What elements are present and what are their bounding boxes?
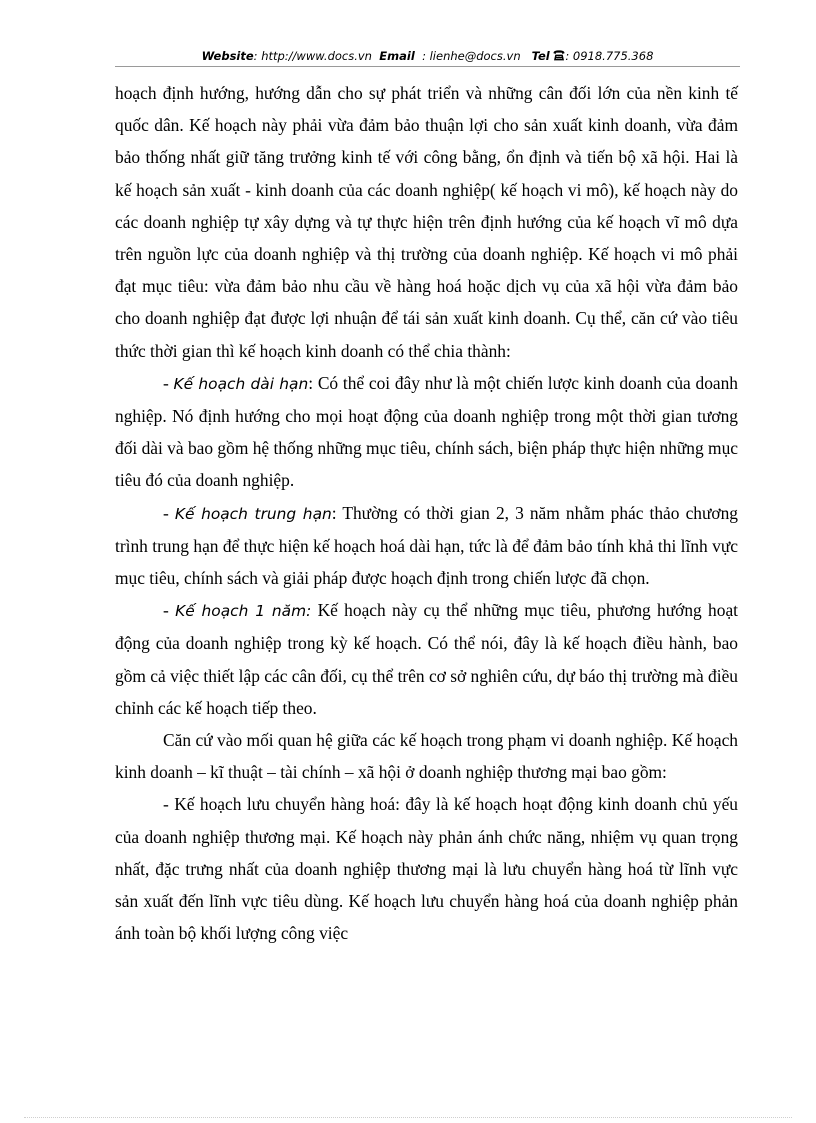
tel-label: Tel xyxy=(531,49,550,63)
term-long-term-plan: Kế hoạch dài hạn xyxy=(173,374,309,393)
email-label: Email xyxy=(379,49,415,63)
footer-divider xyxy=(24,1117,792,1118)
term-one-year-plan: Kế hoạch 1 năm: xyxy=(175,602,312,621)
paragraph-6: - Kế hoạch lưu chuyển hàng hoá: đây là kế hoạch hoạt động kinh doanh chủ yếu của doanh nghiệp thương mại. Kế hoạch này phản ánh chức năng, nhiệm vụ quan trọng nhất, đặc trưng nhất của doanh nghiệp thương mại là lưu chuyển hàng hoá từ lĩnh vực sản xuất đến lĩnh vực tiêu dùng. Kế hoạch lưu chuyển hàng hoá của doanh nghiệp phản ánh toàn bộ khối lượng công việc xyxy=(115,794,738,944)
website-label: Website xyxy=(201,49,254,63)
dash-prefix: - xyxy=(163,372,174,393)
page-header xyxy=(115,46,740,67)
paragraph-1: hoạch định hướng, hướng dẫn cho sự phát triển và những cân đối lớn của nền kinh tế quốc dân. Kế hoạch này phải vừa đảm bảo thuận lợi cho sản xuất kinh doanh, vừa đảm bảo thống nhất giữ tăng trưởng kinh tế với công bằng, ổn định và tiến bộ xã hội. Hai là kế hoạch sản xuất - kinh doanh của các doanh nghiệp( kế hoạch vi mô), kế hoạch này do các doanh nghiệp tự xây dựng và tự thực hiện trên định hướng của kế hoạch vĩ mô dựa trên nguồn lực của doanh nghiệp và thị trường của doanh nghiệp. Kế hoạch vi mô phải đạt mục tiêu: vừa đảm bảo nhu cầu về hàng hoá hoặc dịch vụ của xã hội vừa đảm bảo cho doanh nghiệp đạt được lợi nhuận để tái sản xuất kinh doanh. Cụ thể, căn cứ vào tiêu thức thời gian thì kế hoạch kinh doanh có thể chia thành: xyxy=(115,83,738,361)
one-year-plan-text: Kế hoạch này cụ thể những mục tiêu, phương hướng hoạt động của doanh nghiệp trong kỳ kế hoạch. Có thể nói, đây là kế hoạch điều hành, bao gồm cả việc thiết lập các cân đối, cụ thể trên cơ sở nghiên cứu, dự báo thị trường mà điều chỉnh các kế hoạch tiếp theo. xyxy=(115,600,738,718)
paragraph-medium-term-plan xyxy=(115,497,738,595)
long-term-plan-text: : Có thể coi đây như là một chiến lược kinh doanh của doanh nghiệp. Nó định hướng cho mọi hoạt động của doanh nghiệp trong một thời gian tương đối dài và bao gồm hệ thống những mục tiêu, chính sách, biện pháp thực hiện những mục tiêu đó của doanh nghiệp. xyxy=(115,372,738,491)
paragraph-one-year-plan xyxy=(115,594,738,724)
tel-value: : 0918.775.368 xyxy=(565,49,654,63)
paragraph-5: Căn cứ vào mối quan hệ giữa các kế hoạch trong phạm vi doanh nghiệp. Kế hoạch kinh doanh – kĩ thuật – tài chính – xã hội ở doanh nghiệp thương mại bao gồm: xyxy=(115,730,738,783)
dash-prefix: - xyxy=(163,600,176,621)
website-value: : http://www.docs.vn xyxy=(253,49,372,63)
medium-term-plan-text: : Thường có thời gian 2, 3 năm nhằm phác thảo chương trình trung hạn để thực hiện kế hoạch hoá dài hạn, tức là để đảm bảo tính khả thi lĩnh vực mục tiêu, chính sách và giải pháp được hoạch định trong chiến lược đã chọn. xyxy=(115,502,738,589)
term-medium-term-plan: Kế hoạch trung hạn xyxy=(174,504,332,523)
document-body xyxy=(115,77,738,949)
email-value: : lienhe@docs.vn xyxy=(422,49,521,63)
phone-icon xyxy=(553,49,565,63)
paragraph-long-term-plan xyxy=(115,367,738,497)
dash-prefix: - xyxy=(163,502,175,523)
